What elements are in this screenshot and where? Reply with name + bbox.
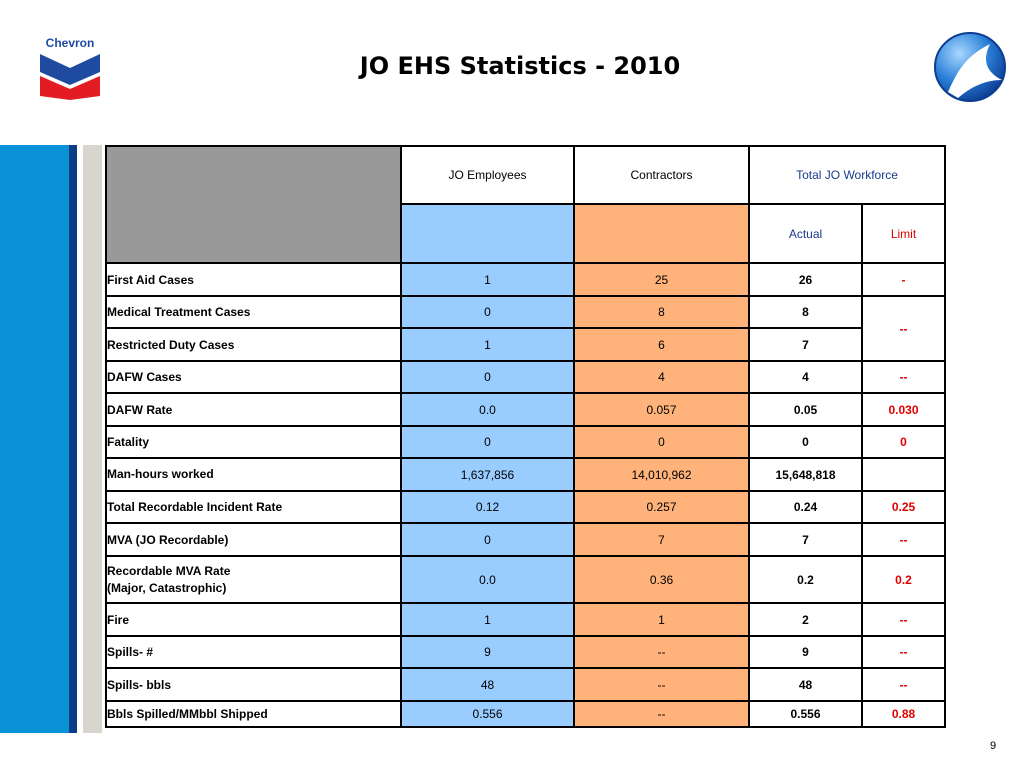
col-header-total-jo-workforce: Total JO Workforce bbox=[749, 146, 945, 204]
table-row bbox=[106, 668, 945, 701]
ehs-stats-table bbox=[105, 145, 946, 728]
cell-limit: -- bbox=[862, 523, 945, 556]
cell-contractors: -- bbox=[574, 636, 749, 668]
subheader-contractors-fill bbox=[574, 204, 749, 263]
cell-contractors: -- bbox=[574, 701, 749, 727]
cell-employees: 0 bbox=[401, 426, 574, 458]
globe-logo-icon bbox=[932, 30, 1008, 104]
table-row bbox=[106, 491, 945, 523]
logo-text: Chevron bbox=[45, 36, 95, 50]
cell-total-actual: 4 bbox=[749, 361, 862, 393]
row-label: Restricted Duty Cases bbox=[106, 328, 401, 361]
cell-total-actual: 0.24 bbox=[749, 491, 862, 523]
header-corner bbox=[106, 146, 401, 263]
table-row bbox=[106, 393, 945, 426]
table-row bbox=[106, 523, 945, 556]
table-row bbox=[106, 701, 945, 727]
cell-contractors: 25 bbox=[574, 263, 749, 296]
row-label: Medical Treatment Cases bbox=[106, 296, 401, 328]
cell-contractors: 6 bbox=[574, 328, 749, 361]
table-row bbox=[106, 361, 945, 393]
cell-total-actual: 8 bbox=[749, 296, 862, 328]
table-row bbox=[106, 328, 945, 361]
row-label: Fire bbox=[106, 603, 401, 636]
cell-limit: -- bbox=[862, 361, 945, 393]
row-label: Spills- # bbox=[106, 636, 401, 668]
col-header-actual: Actual bbox=[749, 204, 862, 263]
cell-total-actual: 0.556 bbox=[749, 701, 862, 727]
table-row bbox=[106, 458, 945, 491]
subheader-employees-fill bbox=[401, 204, 574, 263]
cell-total-actual: 2 bbox=[749, 603, 862, 636]
cell-employees: 0.0 bbox=[401, 393, 574, 426]
cell-limit: 0.25 bbox=[862, 491, 945, 523]
cell-limit: 0 bbox=[862, 426, 945, 458]
cell-employees: 1,637,856 bbox=[401, 458, 574, 491]
table-row bbox=[106, 556, 945, 603]
cell-limit bbox=[862, 458, 945, 491]
row-label: Man-hours worked bbox=[106, 458, 401, 491]
cell-total-actual: 48 bbox=[749, 668, 862, 701]
cell-employees: 9 bbox=[401, 636, 574, 668]
cell-limit: 0.2 bbox=[862, 556, 945, 603]
table-row bbox=[106, 603, 945, 636]
col-header-contractors: Contractors bbox=[574, 146, 749, 204]
cell-employees: 0 bbox=[401, 361, 574, 393]
cell-employees: 1 bbox=[401, 328, 574, 361]
row-label bbox=[106, 556, 401, 603]
cell-employees: 1 bbox=[401, 263, 574, 296]
cell-limit: 0.030 bbox=[862, 393, 945, 426]
cell-employees: 0.12 bbox=[401, 491, 574, 523]
header-row bbox=[106, 146, 945, 204]
cell-contractors: 8 bbox=[574, 296, 749, 328]
cell-contractors: 0.36 bbox=[574, 556, 749, 603]
cell-total-actual: 26 bbox=[749, 263, 862, 296]
cell-employees: 48 bbox=[401, 668, 574, 701]
cell-contractors: 0 bbox=[574, 426, 749, 458]
cell-total-actual: 0 bbox=[749, 426, 862, 458]
cell-total-actual: 7 bbox=[749, 328, 862, 361]
cell-total-actual: 0.2 bbox=[749, 556, 862, 603]
cell-total-actual: 15,648,818 bbox=[749, 458, 862, 491]
row-label: DAFW Rate bbox=[106, 393, 401, 426]
left-blue-bar bbox=[0, 145, 69, 733]
table-row bbox=[106, 426, 945, 458]
row-label: First Aid Cases bbox=[106, 263, 401, 296]
left-grey-bar bbox=[83, 145, 102, 733]
cell-total-actual: 0.05 bbox=[749, 393, 862, 426]
cell-contractors: 4 bbox=[574, 361, 749, 393]
cell-limit: - bbox=[862, 263, 945, 296]
cell-contractors: 7 bbox=[574, 523, 749, 556]
cell-limit: -- bbox=[862, 636, 945, 668]
cell-limit: -- bbox=[862, 603, 945, 636]
row-label: DAFW Cases bbox=[106, 361, 401, 393]
cell-contractors: 0.257 bbox=[574, 491, 749, 523]
page-number: 9 bbox=[990, 740, 997, 752]
cell-contractors: 1 bbox=[574, 603, 749, 636]
col-header-jo-employees: JO Employees bbox=[401, 146, 574, 204]
page-title: JO EHS Statistics - 2010 bbox=[359, 52, 681, 80]
table-row bbox=[106, 296, 945, 328]
col-header-limit: Limit bbox=[862, 204, 945, 263]
row-label: Fatality bbox=[106, 426, 401, 458]
cell-total-actual: 7 bbox=[749, 523, 862, 556]
cell-employees: 0.556 bbox=[401, 701, 574, 727]
row-label: Total Recordable Incident Rate bbox=[106, 491, 401, 523]
cell-employees: 0 bbox=[401, 523, 574, 556]
row-label: MVA (JO Recordable) bbox=[106, 523, 401, 556]
table-row bbox=[106, 636, 945, 668]
row-label-line2: (Major, Catastrophic) bbox=[107, 580, 227, 595]
table-row bbox=[106, 263, 945, 296]
row-label-line1: Recordable MVA Rate bbox=[107, 563, 231, 578]
cell-employees: 0.0 bbox=[401, 556, 574, 603]
cell-limit: -- bbox=[862, 668, 945, 701]
cell-total-actual: 9 bbox=[749, 636, 862, 668]
row-label: Spills- bbls bbox=[106, 668, 401, 701]
cell-contractors: -- bbox=[574, 668, 749, 701]
cell-employees: 1 bbox=[401, 603, 574, 636]
cell-contractors: 0.057 bbox=[574, 393, 749, 426]
cell-contractors: 14,010,962 bbox=[574, 458, 749, 491]
cell-limit: -- bbox=[862, 296, 945, 361]
cell-limit: 0.88 bbox=[862, 701, 945, 727]
left-navy-bar bbox=[69, 145, 77, 733]
row-label: Bbls Spilled/MMbbl Shipped bbox=[106, 701, 401, 727]
cell-employees: 0 bbox=[401, 296, 574, 328]
